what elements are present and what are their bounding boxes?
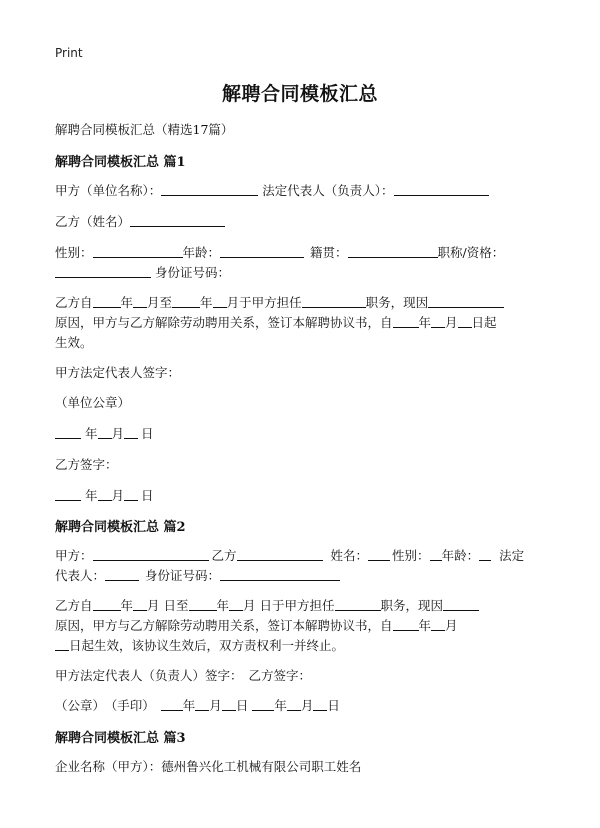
title-label: 职称/资格： [437, 245, 505, 260]
text: 年 [182, 698, 196, 713]
gender-label: 性别： [392, 548, 430, 563]
sec1-line-party-a [55, 181, 489, 201]
text: 月 日至 [147, 598, 189, 613]
age-label: 年龄： [182, 245, 221, 260]
effective-month-blank[interactable] [431, 313, 445, 328]
text: 原因，甲方与乙方解除劳动聘用关系，签订本解聘协议书，自 [55, 315, 393, 330]
position-blank[interactable] [335, 596, 381, 611]
effective-day-blank[interactable] [55, 636, 69, 651]
text: 日起生效，该协议生效后，双方责权利一并终止。 [69, 638, 345, 653]
origin-blank[interactable] [348, 243, 438, 258]
position-blank[interactable] [302, 293, 366, 308]
legal-rep-label: 法定代表人（负责人）： [262, 183, 394, 198]
text: 月 日于甲方担任 [243, 598, 335, 613]
date-day-blank[interactable] [124, 424, 138, 439]
party-b-blank[interactable] [237, 546, 323, 561]
sec2-para-line-1 [55, 596, 479, 616]
sign-a-label: 甲方法定代表人（负责人）签字： [55, 668, 243, 683]
date-year-blank[interactable] [252, 696, 274, 711]
date-day-blank[interactable] [313, 696, 327, 711]
date-day-blank[interactable] [124, 486, 138, 501]
gender-blank[interactable] [93, 243, 183, 258]
section-1-heading: 解聘合同模板汇总 篇1 [55, 155, 186, 170]
sec1-date-2 [55, 486, 154, 506]
origin-label: 籍贯： [310, 245, 348, 260]
rep-blank[interactable] [105, 566, 139, 581]
start-month-blank[interactable] [133, 596, 147, 611]
party-a-label: 甲方（单位名称）： [55, 183, 162, 198]
effective-year-blank[interactable] [393, 313, 419, 328]
text: 法定 [499, 548, 525, 563]
date-day-blank[interactable] [222, 696, 236, 711]
section-2-heading: 解聘合同模板汇总 篇2 [55, 520, 186, 535]
sec1-seal: （单位公章） [55, 395, 131, 410]
sign-b-label: 乙方签字： [248, 668, 312, 683]
gender-label: 性别： [55, 245, 93, 260]
name-label: 姓名： [330, 548, 369, 563]
sec1-sign-b: 乙方签字： [55, 457, 118, 472]
date-month-blank[interactable] [98, 424, 112, 439]
sec1-line-personal [55, 243, 504, 263]
effective-day-blank[interactable] [458, 313, 472, 328]
text: 月 [445, 315, 458, 330]
party-b-label: 乙方（姓名） [55, 214, 131, 229]
end-year-blank[interactable] [172, 293, 200, 308]
text: 月 [445, 618, 458, 633]
date-month-blank[interactable] [98, 486, 112, 501]
text: 月 [300, 698, 314, 713]
sec2-para-line-3 [55, 636, 344, 656]
text: 职务，现因 [365, 295, 429, 310]
name-blank[interactable] [368, 546, 390, 561]
date-year-blank[interactable] [55, 486, 81, 501]
print-label: Print [55, 46, 83, 60]
party-b-name-blank[interactable] [130, 212, 225, 227]
text: 月 [209, 698, 222, 713]
age-label: 年龄： [441, 548, 480, 563]
party-a-blank[interactable] [93, 546, 209, 561]
party-a-label: 甲方： [55, 548, 93, 563]
stamp-label: （手印） [111, 698, 155, 713]
legal-rep-blank[interactable] [394, 181, 489, 196]
start-year-blank[interactable] [93, 596, 121, 611]
text: 年 [120, 295, 134, 310]
gender-blank[interactable] [430, 546, 442, 561]
end-month-blank[interactable] [213, 293, 227, 308]
text: 年 [120, 598, 134, 613]
party-a-blank[interactable] [161, 181, 258, 196]
id-label: 身份证号码： [145, 568, 221, 583]
start-month-blank[interactable] [133, 293, 147, 308]
sec1-para-line-1 [55, 293, 504, 313]
section-3-heading: 解聘合同模板汇总 篇3 [55, 731, 186, 746]
age-blank[interactable] [479, 546, 491, 561]
text: 日起 [471, 315, 497, 330]
effective-year-blank[interactable] [393, 616, 419, 631]
text: 乙方自 [55, 295, 93, 310]
date-month-blank[interactable] [195, 696, 209, 711]
text: 年 [85, 488, 98, 503]
text: 年 [216, 598, 230, 613]
text: 月至 [147, 295, 173, 310]
text: 年 [418, 315, 432, 330]
effective-month-blank[interactable] [431, 616, 445, 631]
sec2-seal-date [55, 696, 340, 716]
reason-blank[interactable] [428, 293, 504, 308]
party-b-label: 乙方 [211, 548, 237, 563]
sec2-signatures [55, 666, 311, 686]
text: 月 [111, 488, 125, 503]
text: 年 [274, 698, 287, 713]
text: 日 [141, 426, 154, 441]
seal-label: （公章） [55, 698, 106, 713]
sec1-line-party-b [55, 212, 225, 232]
sec2-line-rep [55, 566, 340, 586]
title-blank[interactable] [55, 263, 151, 278]
sec3-line-company: 企业名称（甲方）：德州鲁兴化工机械有限公司职工姓名 [55, 759, 362, 774]
sec1-para-line-3: 生效。 [55, 335, 93, 350]
end-month-blank[interactable] [229, 596, 243, 611]
text: 职务，现因 [380, 598, 444, 613]
document-title: 解聘合同模板汇总 [221, 83, 378, 105]
document-subtitle: 解聘合同模板汇总（精选17篇） [55, 122, 234, 137]
rep-label: 代表人： [55, 568, 106, 583]
sec1-para-line-2 [55, 313, 497, 333]
text: 乙方自 [55, 598, 93, 613]
sec2-line-parties [55, 546, 524, 566]
text: 月 [111, 426, 125, 441]
text: 原因，甲方与乙方解除劳动聘用关系，签订本解聘协议书，自 [55, 618, 393, 633]
text: 日 [327, 698, 340, 713]
reason-blank[interactable] [443, 596, 479, 611]
date-year-blank[interactable] [161, 696, 183, 711]
id-blank[interactable] [220, 566, 340, 581]
end-year-blank[interactable] [189, 596, 217, 611]
sec1-line-id [55, 263, 230, 283]
sec1-sign-a: 甲方法定代表人签字： [55, 365, 181, 380]
age-blank[interactable] [220, 243, 304, 258]
date-month-blank[interactable] [287, 696, 301, 711]
text: 日 [235, 698, 249, 713]
text: 年 [418, 618, 432, 633]
id-label: 身份证号码： [155, 265, 231, 280]
sec2-para-line-2 [55, 616, 458, 636]
text: 月于甲方担任 [226, 295, 302, 310]
start-year-blank[interactable] [93, 293, 121, 308]
sec1-date-1 [55, 424, 154, 444]
text: 年 [200, 295, 213, 310]
text: 日 [141, 488, 154, 503]
text: 年 [85, 426, 98, 441]
date-year-blank[interactable] [55, 424, 81, 439]
